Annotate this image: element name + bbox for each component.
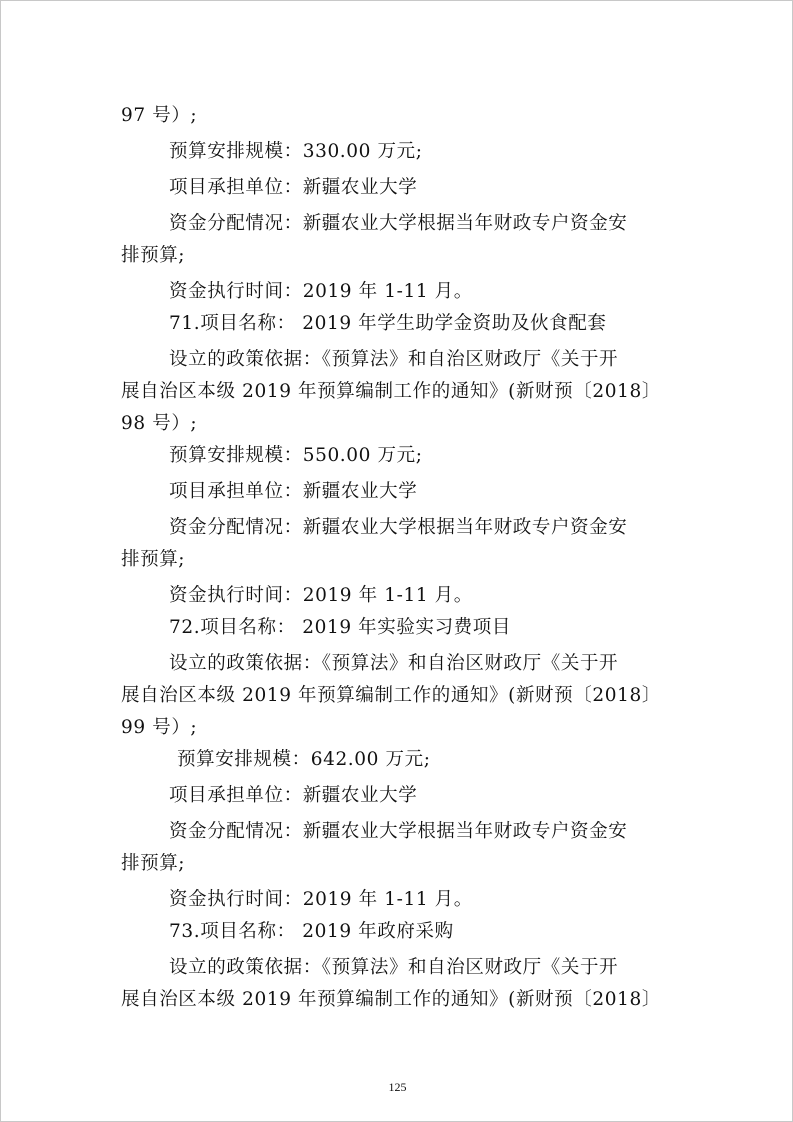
text-line: 97 号）; xyxy=(121,105,198,126)
fund-allocation-line: 资金分配情况：新疆农业大学根据当年财政专户资金安 xyxy=(169,821,628,842)
text-line: 展自治区本级 2019 年预算编制工作的通知》(新财预〔2018〕 xyxy=(121,685,661,706)
text-line: 展自治区本级 2019 年预算编制工作的通知》(新财预〔2018〕 xyxy=(121,989,661,1010)
execution-time-line: 资金执行时间：2019 年 1-11 月。 xyxy=(169,585,473,606)
execution-time-line: 资金执行时间：2019 年 1-11 月。 xyxy=(169,889,473,910)
budget-scale-line: 预算安排规模：330.00 万元; xyxy=(169,141,423,162)
project-name-heading: 73.项目名称： 2019 年政府采购 xyxy=(169,921,454,942)
budget-scale-line: 预算安排规模：642.00 万元; xyxy=(177,749,431,770)
execution-time-line: 资金执行时间：2019 年 1-11 月。 xyxy=(169,281,473,302)
fund-allocation-line: 资金分配情况：新疆农业大学根据当年财政专户资金安 xyxy=(169,213,628,234)
text-line: 98 号）; xyxy=(121,413,198,434)
policy-basis-line: 设立的政策依据：《预算法》和自治区财政厅《关于开 xyxy=(169,957,619,978)
text-line: 排预算; xyxy=(121,549,186,570)
text-line: 排预算; xyxy=(121,853,186,874)
text-line: 展自治区本级 2019 年预算编制工作的通知》(新财预〔2018〕 xyxy=(121,381,661,402)
policy-basis-line: 设立的政策依据：《预算法》和自治区财政厅《关于开 xyxy=(169,653,619,674)
budget-scale-line: 预算安排规模：550.00 万元; xyxy=(169,445,423,466)
fund-allocation-line: 资金分配情况：新疆农业大学根据当年财政专户资金安 xyxy=(169,517,628,538)
undertaking-unit-line: 项目承担单位：新疆农业大学 xyxy=(169,785,418,806)
page-number: 125 xyxy=(388,1080,407,1094)
text-line: 排预算; xyxy=(121,245,186,266)
project-name-heading: 72.项目名称： 2019 年实验实习费项目 xyxy=(169,617,511,638)
undertaking-unit-line: 项目承担单位：新疆农业大学 xyxy=(169,481,418,502)
undertaking-unit-line: 项目承担单位：新疆农业大学 xyxy=(169,177,418,198)
project-name-heading: 71.项目名称： 2019 年学生助学金资助及伙食配套 xyxy=(169,313,607,334)
policy-basis-line: 设立的政策依据：《预算法》和自治区财政厅《关于开 xyxy=(169,349,619,370)
text-line: 99 号）; xyxy=(121,717,198,738)
